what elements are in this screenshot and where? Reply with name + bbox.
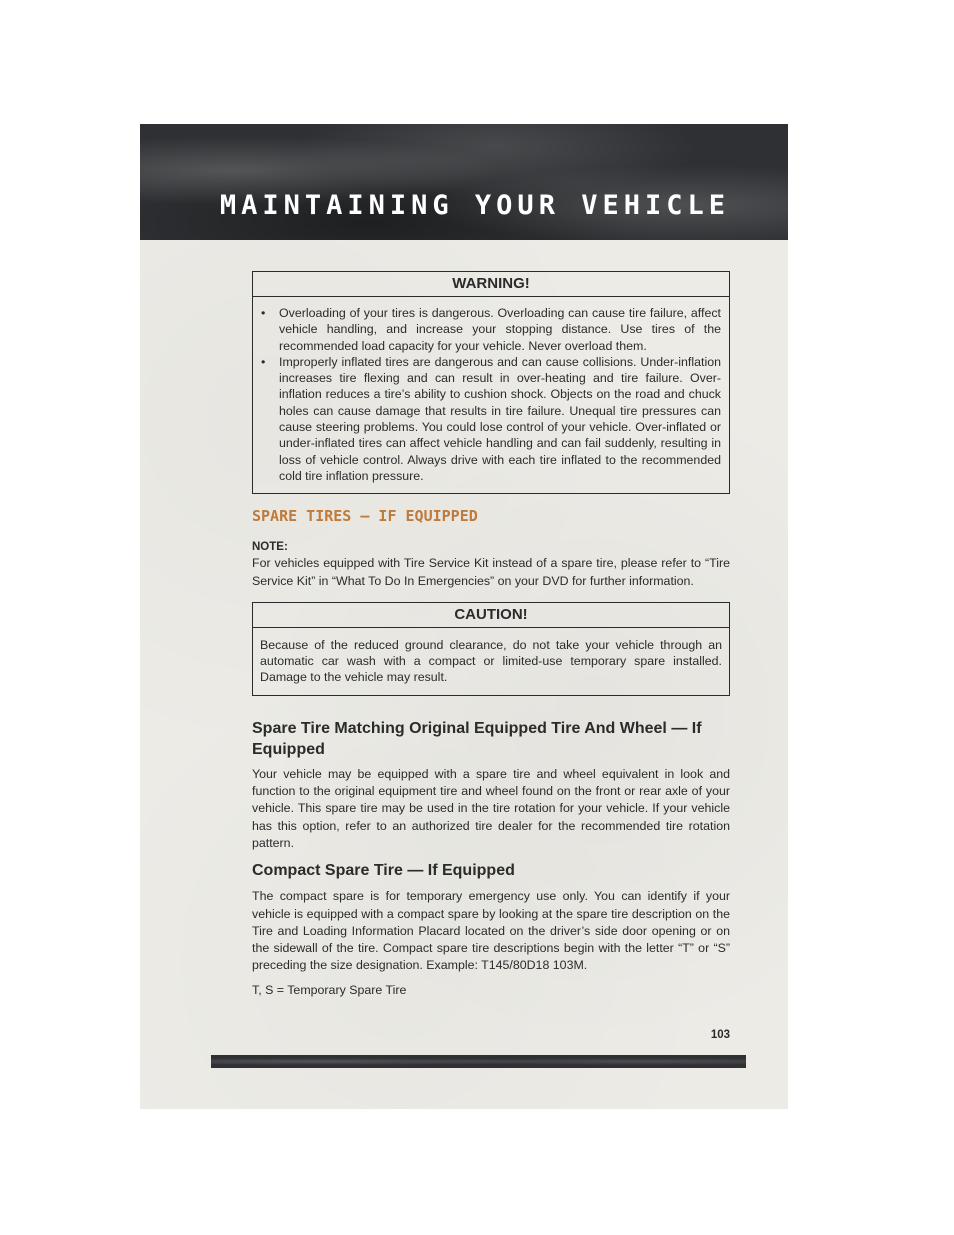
section-heading-spare-tires: SPARE TIRES — IF EQUIPPED [252,507,478,526]
compact-spare-text: The compact spare is for temporary emergency use only. You can identify if your vehicle is equipped with a compact spare by looking at the spare tire description on the Tire and Loading Information Placard located on the driver’s side door opening or on the sidewall of the tire. Compact spare tire descriptions begin with the letter “T” or “S” preceding the size designation. Example: T145/80D18 103M. [252,889,730,973]
footer-band [211,1055,746,1068]
matching-spare-text: Your vehicle may be equipped with a spare tire and wheel equivalent in look and function to the original equipment tire and wheel found on the front or rear axle of your vehicle. This spare tire may be used in the tire rotation for your vehicle. If your vehicle has this option, refer to an authorized tire dealer for the recommended tire rotation pattern. [252,766,730,850]
warning-body [253,297,729,493]
compact-spare-legend: T, S = Temporary Spare Tire [252,982,407,997]
chapter-title: MAINTAINING YOUR VEHICLE [219,190,730,221]
warning-item: • Improperly inflated tires are dangerous and can cause collisions. Under-inflation increases tire flexing and can result in over-heating and tire failure. Over-inflation reduces a tire’s ability to cushion shock. Objects on the road and chuck holes can cause damage that results in tire failure. Unequal tire pressures can cause steering problems. You could lose control of your vehicle. Over-inflated or under-inflated tires can affect vehicle handling and can fail suddenly, resulting in loss of vehicle control. Always drive with each tire inflated to the recommended cold tire inflation pressure. [261,354,721,484]
caution-body: Because of the reduced ground clearance, do not take your vehicle through an automatic car wash with a compact or limited-use temporary spare installed. Damage to the vehicle may result. [260,637,722,685]
header-band [140,124,788,240]
manual-page [140,124,788,1109]
subheading-matching-spare: Spare Tire Matching Original Equipped Tire And Wheel — If Equipped [252,719,702,758]
page-content [252,271,730,999]
subheading-compact-spare: Compact Spare Tire — If Equipped [252,862,515,880]
note-label: NOTE: [252,541,288,554]
warning-box [252,271,730,494]
caution-title: CAUTION! [253,603,729,628]
page-number: 103 [710,1029,730,1041]
warning-title: WARNING! [253,272,729,297]
warning-list [261,305,721,484]
caution-box [252,602,730,696]
warning-item: • Overloading of your tires is dangerous. Overloading can cause tire failure, affect vehicle handling, and increase your stopping distance. Use tires of the recommended load capacity for your vehicle. Never overload them. [261,305,721,354]
note-text: For vehicles equipped with Tire Service Kit instead of a spare tire, please refer to “Tire Service Kit” in “What To Do In Emergencies” on your DVD for further information. [252,556,730,588]
